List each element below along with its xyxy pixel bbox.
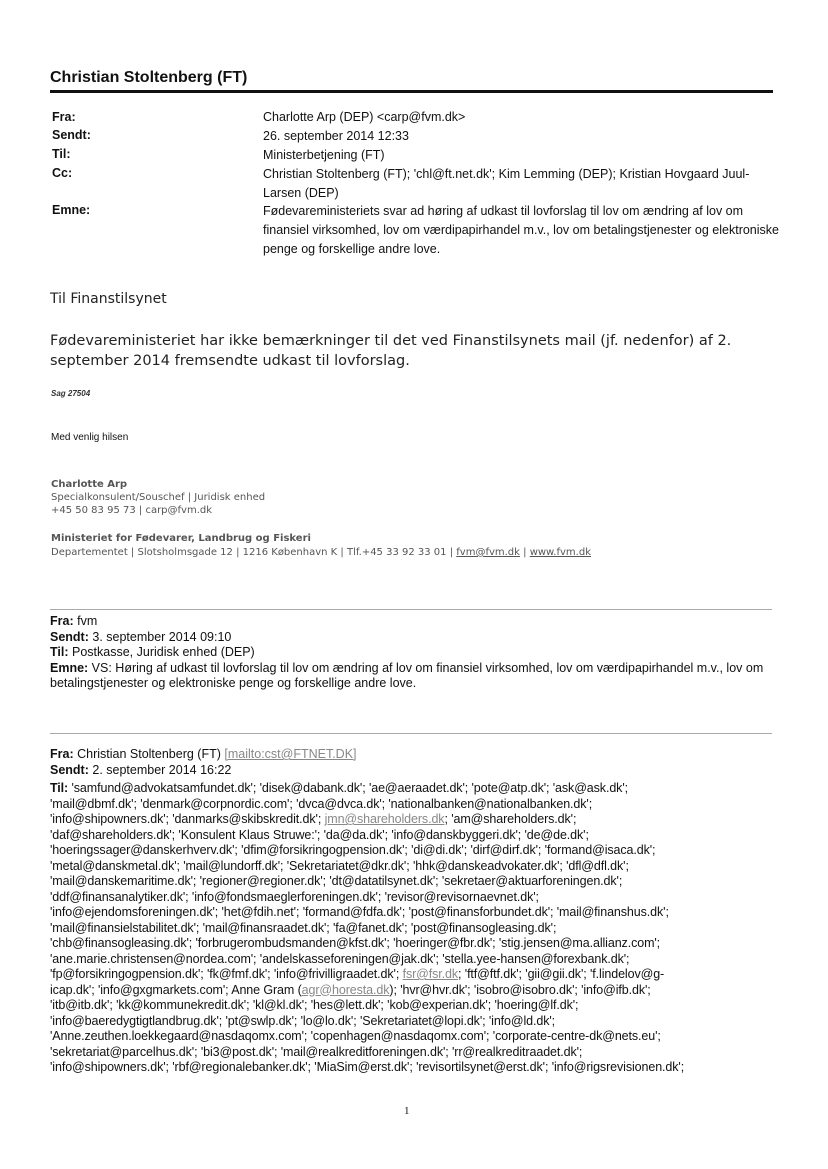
recipient-line: ; 'am@shareholders.dk'; xyxy=(444,812,577,826)
separator-rule xyxy=(50,609,772,610)
recipient-line: ; 'ftf@ftf.dk'; 'gii@gii.dk'; 'f.lindelov@g- xyxy=(458,967,665,981)
recipient-line: icap.dk'; 'info@gxgmarkets.com'; Anne Gram ( xyxy=(50,982,302,997)
fwd2-from-row xyxy=(50,747,780,763)
signature-name: Charlotte Arp xyxy=(51,479,128,490)
fwd2-sent: 2. september 2014 16:22 xyxy=(88,762,232,777)
list-item: 'chb@finansogleasing.dk'; 'forbrugerombudsmanden@kfst.dk'; 'hoeringer@fbr.dk'; 'stig.jensen@ma.allianz.com'; xyxy=(50,936,661,950)
mailbox-owner-heading: Christian Stoltenberg (FT) xyxy=(50,69,248,86)
closing: Med venlig hilsen xyxy=(51,432,129,443)
fwd2-to-label: Til: xyxy=(50,781,69,795)
recipient-line: 'samfund@advokatsamfundet.dk'; 'disek@dabank.dk'; 'ae@aeraadet.dk'; 'pote@atp.dk'; 'ask@ask.dk'; xyxy=(68,781,628,795)
list-item: 'itb@itb.dk'; 'kk@kommunekredit.dk'; 'kl@kl.dk'; 'hes@lett.dk'; 'kob@experian.dk'; 'hoering@lf.dk'; xyxy=(50,998,579,1012)
heading-rule xyxy=(50,90,773,93)
fwd1-sent: 3. september 2014 09:10 xyxy=(88,629,232,644)
recipient-line: 'fp@forsikringogpension.dk'; 'fk@fmf.dk'; 'info@frivilligraadet.dk'; xyxy=(50,967,403,981)
subject-label: Emne: xyxy=(52,203,91,217)
list-item: 'info@ejendomsforeningen.dk'; 'het@fdih.net'; 'formand@fdfa.dk'; 'post@finansforbundet.dk'; 'mail@finanshus.dk'; xyxy=(50,905,669,919)
recipient-line: 'info@shipowners.dk'; 'danmarks@skibskredit.dk'; xyxy=(50,812,325,826)
sent-label: Sendt: xyxy=(52,128,91,142)
list-item xyxy=(50,967,785,983)
web-link[interactable]: www.fvm.dk xyxy=(529,547,591,558)
recipient-link[interactable]: agr@horesta.dk xyxy=(301,982,390,997)
fwd1-from-row xyxy=(50,614,780,630)
fwd1-subject: VS: Høring af udkast til lovforslag til lov om ændring af lov om finansiel virksomhed, lov om værdipapirhandel m.v., lov om betalingstjenester og elektroniske penge og forskellige andre love. xyxy=(50,660,764,690)
list-item: 'mail@finansielstabilitet.dk'; 'mail@finansraadet.dk'; 'fa@fanet.dk'; 'post@finansogleasing.dk'; xyxy=(50,920,557,935)
list-item: 'ddf@finansanalytiker.dk'; 'info@fondsmaeglerforeningen.dk'; 'revisor@revisornaevnet.dk'; xyxy=(50,889,539,904)
fwd2-sent-label: Sendt: xyxy=(50,762,89,777)
fwd2-from: Christian Stoltenberg (FT) xyxy=(73,747,225,761)
page-number: 1 xyxy=(404,1105,410,1117)
recipient-link[interactable]: jmn@shareholders.dk xyxy=(324,812,445,826)
fwd1-from: fvm xyxy=(73,614,98,628)
fwd1-subject-row xyxy=(50,661,780,692)
sent-value: 26. september 2014 12:33 xyxy=(263,129,409,143)
list-item: 'Anne.zeuthen.loekkegaard@nasdaqomx.com'; 'copenhagen@nasdaqomx.com'; 'corporate-centre-dk@nets.eu'; xyxy=(50,1029,661,1043)
list-item: 'mail@danskemaritime.dk'; 'regioner@regioner.dk'; 'dt@datatilsynet.dk'; 'sekretaer@aktuarforeningen.dk'; xyxy=(50,874,623,888)
email-link[interactable]: fvm@fvm.dk xyxy=(456,547,520,558)
list-item xyxy=(50,983,785,999)
cc-label: Cc: xyxy=(52,166,73,180)
recipient-list xyxy=(50,781,785,1076)
list-item xyxy=(50,812,785,828)
list-item: 'hoeringssager@danskerhverv.dk'; 'dfim@forsikringogpension.dk'; 'di@di.dk'; 'dirf@dirf.dk'; 'formand@isaca.dk'; xyxy=(50,843,656,857)
separator: | xyxy=(519,547,530,558)
address-text: Departementet | Slotsholmsgade 12 | 1216 København K | Tlf.+45 33 92 33 01 | xyxy=(51,547,457,558)
fwd1-to: Postkasse, Juridisk enhed (DEP) xyxy=(68,645,255,659)
greeting: Til Finanstilsynet xyxy=(50,291,167,307)
recipient-link[interactable]: fsr@fsr.dk xyxy=(402,967,459,981)
signature-contact: +45 50 83 95 73 | carp@fvm.dk xyxy=(51,505,213,516)
list-item: 'sekretariat@parcelhus.dk'; 'bi3@post.dk'; 'mail@realkreditforeningen.dk'; 'rr@realkreditraadet.dk'; xyxy=(50,1044,583,1059)
signature-org: Ministeriet for Fødevarer, Landbrug og Fiskeri xyxy=(51,533,311,544)
list-item: 'daf@shareholders.dk'; 'Konsulent Klaus Struwe:'; 'da@da.dk'; 'info@danskbyggeri.dk'; 'de@de.dk'; xyxy=(50,827,589,842)
fwd2-from-label: Fra: xyxy=(50,747,74,761)
list-item: 'metal@danskmetal.dk'; 'mail@lundorff.dk'; 'Sekretariatet@dkr.dk'; 'hhk@danskeadvokater.dk'; 'dfl@dfl.dk'; xyxy=(50,858,629,873)
fwd1-sent-label: Sendt: xyxy=(50,629,89,644)
from-label: Fra: xyxy=(52,110,76,124)
separator-rule xyxy=(50,733,772,734)
fwd1-from-label: Fra: xyxy=(50,614,74,628)
list-item xyxy=(50,781,785,797)
to-label: Til: xyxy=(52,147,71,161)
from-value: Charlotte Arp (DEP) <carp@fvm.dk> xyxy=(263,110,466,124)
case-number: Sag 27504 xyxy=(51,389,91,398)
signature-address xyxy=(51,547,591,558)
subject-value: Fødevareministeriets svar ad høring af udkast til lovforslag til lov om ændring af lov om finansiel virksomhed, lov om værdipapirhandel m.v., lov om betalingstjenester og elektroniske penge og forskellige andre love. xyxy=(263,204,779,256)
fwd2-sent-row xyxy=(50,763,780,779)
list-item: 'ane.marie.christensen@nordea.com'; 'andelskasseforeningen@jak.dk'; 'stella.yee-hansen@forexbank.dk'; xyxy=(50,951,630,966)
to-value: Ministerbetjening (FT) xyxy=(263,148,385,162)
fwd2-mailto-link[interactable]: [mailto:cst@FTNET.DK] xyxy=(224,747,357,761)
signature-title: Specialkonsulent/Souschef | Juridisk enhed xyxy=(51,492,266,503)
message-body: Fødevareministeriet har ikke bemærkninger til det ved Finanstilsynets mail (jf. nedenfor) af 2. september 2014 fremsendte udkast til lovforslag. xyxy=(50,333,732,369)
fwd1-to-row xyxy=(50,645,780,661)
fwd1-subject-label: Emne: xyxy=(50,660,89,675)
fwd1-to-label: Til: xyxy=(50,645,69,659)
recipient-line: ); 'hvr@hvr.dk'; 'isobro@isobro.dk'; 'info@ifb.dk'; xyxy=(389,982,651,997)
list-item: 'info@baeredygtigtlandbrug.dk'; 'pt@swlp.dk'; 'lo@lo.dk'; 'Sekretariatet@lopi.dk'; 'info@ld.dk'; xyxy=(50,1013,556,1028)
forward-header-1 xyxy=(50,614,780,692)
list-item: 'info@shipowners.dk'; 'rbf@regionalebanker.dk'; 'MiaSim@erst.dk'; 'revisortilsynet@erst.dk'; 'info@rigsrevisionen.dk'; xyxy=(50,1060,685,1074)
cc-value: Christian Stoltenberg (FT); 'chl@ft.net.dk'; Kim Lemming (DEP); Kristian Hovgaard Juul-Larsen (DEP) xyxy=(263,167,750,200)
fwd1-sent-row xyxy=(50,630,780,646)
list-item: 'mail@dbmf.dk'; 'denmark@corpnordic.com'; 'dvca@dvca.dk'; 'nationalbanken@nationalbanken.dk'; xyxy=(50,796,593,811)
forward-header-2 xyxy=(50,747,780,778)
